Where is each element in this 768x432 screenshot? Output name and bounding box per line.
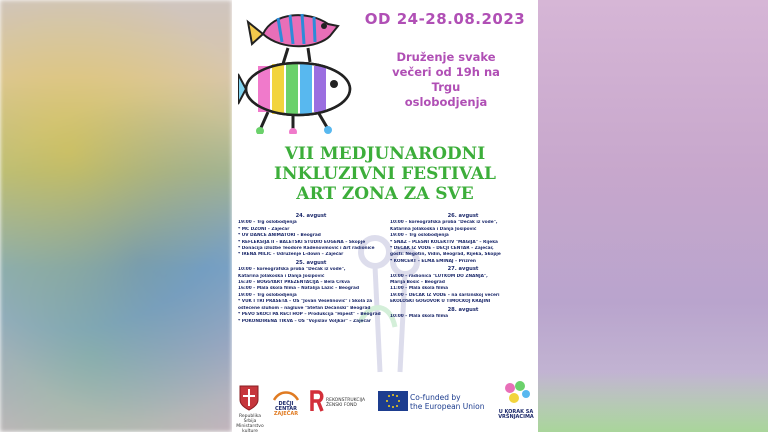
schedule-column-left bbox=[238, 212, 384, 325]
festival-dates: OD 24-28.08.2023 bbox=[364, 10, 526, 28]
schedule-event: 10:00 – koreografska proba "Dečak iz vode", bbox=[390, 220, 498, 226]
u-korak-sa-vrsnjacima-logo-icon bbox=[502, 380, 532, 408]
top-fish-icon bbox=[248, 14, 338, 64]
schedule-event: * MC DŽONI – Zaječar bbox=[238, 226, 290, 232]
schedule-event: 10:00 – radionica "LUTKOM DO ZNANJA", bbox=[390, 273, 488, 279]
logo-line: ZAJEČAR bbox=[273, 411, 299, 417]
subtitle-line: večeri od 19h na bbox=[392, 65, 500, 79]
logo-line: CENTAR bbox=[274, 406, 297, 412]
schedule-event: Marija Bosić – Beograd bbox=[390, 280, 445, 286]
rekonstrukcija-logo-text bbox=[326, 398, 366, 408]
blurred-background-left bbox=[0, 0, 232, 432]
logo-line: ŽENSKI FOND bbox=[326, 403, 357, 408]
schedule-day-heading: 25. avgust bbox=[295, 259, 327, 266]
rekonstrukcija-logo-icon bbox=[310, 390, 324, 412]
schedule-event: 19:00 – Trg oslobodjenja bbox=[390, 233, 449, 239]
schedule-event: 11:00 – Mala škola filma bbox=[390, 286, 449, 292]
schedule-event: * SNAŽ – PLESNI KOLEKTIV "MAGIJA" – Rijeka bbox=[390, 239, 498, 245]
schedule-event: gosti: Negotin, Vidin, Beograd, Rijeka, Skopje bbox=[390, 252, 501, 258]
ministry-logo-text: Republika Srbija Ministarstvo kulture bbox=[236, 414, 264, 432]
schedule-day-heading: 28. avgust bbox=[447, 306, 479, 313]
schedule-event: * UV DANCE ANIMATORI – Beograd bbox=[238, 233, 321, 239]
schedule-day-heading: 24. avgust bbox=[295, 213, 327, 219]
festival-title bbox=[240, 144, 530, 204]
eu-cofunded-text bbox=[410, 393, 484, 411]
u-korak-logo-text bbox=[496, 410, 536, 420]
eu-flag-icon bbox=[378, 391, 408, 411]
festival-title-line: ART ZONA ZA SVE bbox=[296, 184, 474, 204]
blurred-background-right bbox=[538, 0, 768, 432]
schedule-event: 16:30 – BOGGYART PREZENTACIJA – Bela Crkva bbox=[238, 280, 350, 286]
festival-poster bbox=[232, 0, 538, 432]
decji-centar-logo-text bbox=[270, 402, 302, 417]
schedule-event: 19:00 – Trg oslobodjenja bbox=[238, 292, 297, 298]
schedule-event: * IRENA MILIĆ – Udruženje L-down – Zaječar bbox=[238, 252, 344, 258]
schedule-event: * VUK I TRI PRASETA – OŠ "Jovan Veselinović" i Škola za bbox=[238, 299, 372, 305]
schedule-event: 16:00 – Mala škola filma – Natalija Lazić – Beograd bbox=[238, 286, 360, 292]
schedule-event: * POKONDIRENA TIKVA – OŠ "Vojislav Voljkar" – Zaječar bbox=[238, 318, 372, 324]
logo-line: REKONSTRUKCIJA bbox=[326, 398, 366, 403]
subtitle-line: Druženje svake bbox=[396, 50, 496, 64]
bottom-fish-icon bbox=[238, 63, 350, 134]
fish-illustration bbox=[238, 4, 358, 134]
schedule-event: 10:00 – koreografska proba "Dečak iz vode", bbox=[238, 267, 346, 273]
logo-line: VRŠNJACIMA bbox=[498, 414, 534, 420]
schedule-event: * DEČAK IZ VODE – DEČJI CENTAR – Zaječar, bbox=[390, 246, 494, 252]
logo-line: DEČJI bbox=[278, 401, 294, 407]
event-subtitle bbox=[364, 50, 528, 110]
decji-centar-logo-icon bbox=[272, 388, 300, 402]
schedule-event: oštećene sluhom – nagluve "Stefan Dečanski" Beograd bbox=[238, 305, 371, 311]
logo-line: Co-funded by bbox=[410, 393, 461, 402]
festival-title-line: INKLUZIVNI FESTIVAL bbox=[274, 164, 496, 184]
schedule-event: * Donacija izložbe Teodore Radenovmović i Art radionice bbox=[238, 246, 375, 252]
schedule-day-heading: 26. avgust bbox=[447, 213, 479, 219]
schedule bbox=[238, 212, 534, 378]
schedule-event: 19:00 – Trg oslobodjenja bbox=[238, 220, 297, 226]
schedule-event: * PEVO SKOČI PA REČI HOP – Produkcija "Hipest" – Beograd bbox=[238, 312, 381, 318]
schedule-column-right bbox=[390, 212, 536, 321]
schedule-event: * REFLEKSIJA II – BALETSKI STUDIO EUGENA – Skopje bbox=[238, 239, 366, 245]
schedule-event: EKOLOŠKI GOGOVOR U TIMOČKOJ KRAJINI bbox=[390, 299, 491, 305]
logo-line: the European Union bbox=[410, 402, 485, 411]
subtitle-line: Trgu bbox=[431, 80, 461, 94]
schedule-day-heading: 27. avgust bbox=[447, 266, 479, 273]
schedule-event: * KONCERT – ELMA EMINAJ – Prizren bbox=[390, 258, 476, 264]
schedule-event: Katarina Jolakoska i Danja Josipović bbox=[238, 273, 325, 279]
logo-line: U KORAK SA bbox=[498, 409, 534, 415]
schedule-event: 10:00 – Mala škola filma bbox=[390, 314, 449, 320]
festival-title-line: VII MEDJUNARODNI bbox=[284, 144, 486, 164]
subtitle-line: oslobodjenja bbox=[404, 95, 488, 109]
serbia-coat-of-arms-icon bbox=[238, 384, 260, 412]
sponsor-footer bbox=[232, 380, 538, 432]
schedule-event: Katarina Jolakoska i Danja Josipović bbox=[390, 226, 477, 232]
schedule-event: 19:00 – DEČAK IZ VODE – na šaršinskoj večeri bbox=[390, 292, 500, 298]
